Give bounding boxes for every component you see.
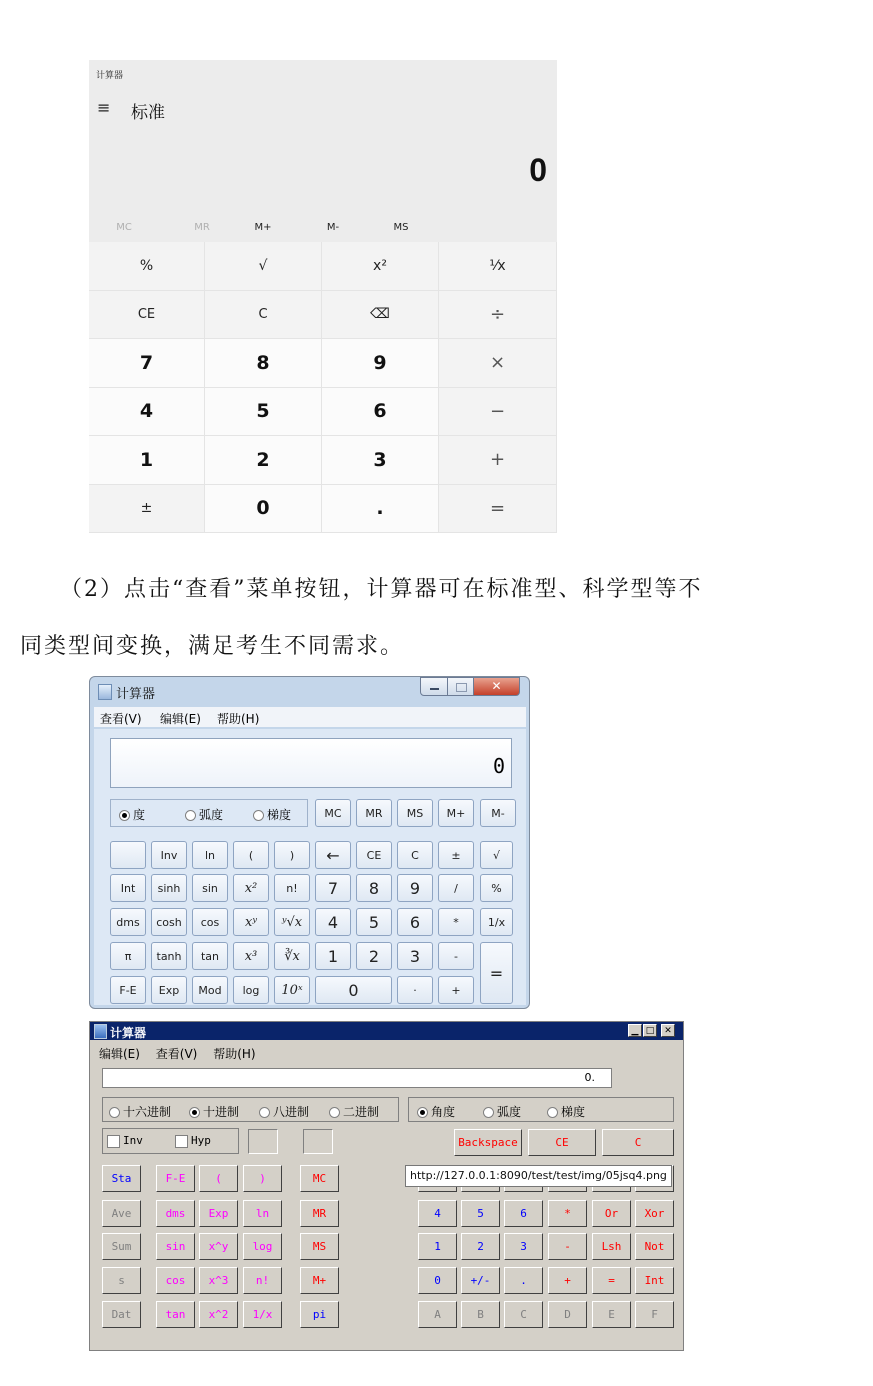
memory-mc-button[interactable]: MC (315, 799, 351, 827)
key-0-3[interactable]: ( (233, 841, 269, 869)
key-2-9[interactable]: 1/x (480, 908, 513, 936)
memory-key[interactable]: MC (300, 1165, 339, 1192)
stat-s-button[interactable]: s (102, 1267, 141, 1294)
blank-key[interactable] (110, 841, 146, 869)
key-4-3[interactable]: log (233, 976, 269, 1004)
numpad-key[interactable]: 1 (418, 1233, 457, 1260)
memory-mr-button[interactable]: MR (356, 799, 392, 827)
backspace-key[interactable]: ⌫ (322, 291, 439, 340)
m-plus-button[interactable]: M+ (254, 222, 272, 233)
close-icon: ✕ (491, 679, 502, 693)
minimize-icon (430, 688, 439, 690)
minimize-button[interactable] (628, 1024, 642, 1037)
function-key[interactable]: sin (156, 1233, 195, 1260)
key-1-8[interactable]: / (438, 874, 474, 902)
angle-gradian-radio[interactable]: 梯度 (547, 1103, 585, 1120)
mr-button[interactable]: MR (194, 222, 210, 233)
numpad-key[interactable]: B (461, 1301, 500, 1328)
negate-key[interactable]: ± (89, 485, 205, 534)
stat-sta-button[interactable]: Sta (102, 1165, 141, 1192)
numpad-key[interactable]: F (635, 1301, 674, 1328)
window-title: 计算器 (116, 687, 156, 702)
function-key[interactable]: dms (156, 1200, 195, 1227)
numpad-key[interactable]: * (548, 1200, 587, 1227)
key-1-0[interactable]: Int (110, 874, 146, 902)
minus-key[interactable]: − (439, 388, 557, 437)
sqrt-key[interactable]: √ (205, 242, 322, 291)
numpad-key[interactable]: D (548, 1301, 587, 1328)
key-2-0[interactable]: dms (110, 908, 146, 936)
hyp-checkbox[interactable]: Hyp (175, 1134, 211, 1148)
angle-radian-radio[interactable]: 弧度 (483, 1103, 521, 1120)
memory-key[interactable]: MR (300, 1200, 339, 1227)
key-3-3[interactable]: x³ (233, 942, 269, 970)
classic-calculator (89, 1021, 684, 1351)
function-key[interactable]: log (243, 1233, 282, 1260)
digit-1-key[interactable]: 1 (89, 436, 205, 485)
equals-button[interactable]: = (480, 942, 513, 1004)
decimal-key[interactable]: . (322, 485, 439, 534)
numpad-key[interactable]: +/- (461, 1267, 500, 1294)
key-3-7[interactable]: 3 (397, 942, 433, 970)
multiply-key[interactable]: × (439, 339, 557, 388)
number-base-group (102, 1097, 399, 1122)
angle-degree-radio[interactable]: 度 (119, 806, 145, 823)
numpad-key[interactable]: . (504, 1267, 543, 1294)
percent-key[interactable]: % (89, 242, 205, 291)
radio-icon (483, 1107, 494, 1118)
key-1-7[interactable]: 9 (397, 874, 433, 902)
hamburger-menu-icon[interactable]: ≡ (97, 98, 111, 117)
numpad-key[interactable]: Lsh (592, 1233, 631, 1260)
radio-icon (259, 1107, 270, 1118)
memory-key[interactable]: pi (300, 1301, 339, 1328)
memory-key[interactable]: MS (300, 1233, 339, 1260)
menu-bar (94, 707, 526, 727)
function-key[interactable]: x^2 (199, 1301, 238, 1328)
mode-title: 标准 (131, 103, 165, 123)
digit-3-key[interactable]: 3 (322, 436, 439, 485)
minimize-button[interactable] (420, 677, 448, 696)
menu-view[interactable]: 查看(V) (155, 1047, 198, 1061)
key-0-1[interactable]: Inv (151, 841, 187, 869)
radio-icon (109, 1107, 120, 1118)
maximize-icon: □ (645, 1025, 655, 1036)
numpad-key[interactable]: 5 (461, 1200, 500, 1227)
plus-key[interactable]: + (439, 436, 557, 485)
result-display: 0 (529, 152, 547, 188)
clear-button[interactable]: C (602, 1129, 674, 1156)
key-2-2[interactable]: cos (192, 908, 228, 936)
key-3-0[interactable]: π (110, 942, 146, 970)
image-url-tooltip: http://127.0.0.1:8090/test/test/img/05jsq4.png (405, 1165, 672, 1187)
numpad-key[interactable]: 0 (418, 1267, 457, 1294)
key-4-1[interactable]: Exp (151, 976, 187, 1004)
radio-selected-icon (417, 1107, 428, 1118)
modifier-group (102, 1128, 239, 1154)
base-hex-radio[interactable]: 十六进制 (109, 1103, 171, 1120)
numpad-key[interactable]: E (592, 1301, 631, 1328)
key-4-2[interactable]: Mod (192, 976, 228, 1004)
paragraph-line-1: （2）点击“查看”菜单按钮，计算器可在标准型、科学型等不 (60, 577, 703, 602)
key-4-7[interactable]: · (397, 976, 433, 1004)
function-key[interactable]: 1/x (243, 1301, 282, 1328)
key-2-5[interactable]: 4 (315, 908, 351, 936)
window-title: 计算器 (110, 1026, 147, 1040)
title-bar (90, 1022, 683, 1040)
angle-radian-radio[interactable]: 弧度 (185, 806, 223, 823)
stat-dat-button[interactable]: Dat (102, 1301, 141, 1328)
key-3-6[interactable]: 2 (356, 942, 392, 970)
numpad-key[interactable]: A (418, 1301, 457, 1328)
m-minus-button[interactable]: M- (326, 222, 340, 233)
maximize-button[interactable] (447, 677, 474, 696)
angle-unit-group (110, 799, 308, 827)
function-key[interactable]: tan (156, 1301, 195, 1328)
numpad-key[interactable]: 3 (504, 1233, 543, 1260)
calculator-body (94, 729, 526, 1005)
key-4-0[interactable]: F-E (110, 976, 146, 1004)
base-bin-radio[interactable]: 二进制 (329, 1103, 379, 1120)
display-field (102, 1068, 612, 1088)
function-key[interactable]: cos (156, 1267, 195, 1294)
minimize-icon: ▁ (631, 1025, 639, 1036)
key-1-2[interactable]: sin (192, 874, 228, 902)
c-key[interactable]: C (205, 291, 322, 340)
numpad-key[interactable]: Not (635, 1233, 674, 1260)
key-0-4[interactable]: ) (274, 841, 310, 869)
close-button[interactable] (473, 677, 520, 696)
numpad-key[interactable]: - (548, 1233, 587, 1260)
menu-edit[interactable]: 编辑(E) (99, 1047, 140, 1061)
digit-5-key[interactable]: 5 (205, 388, 322, 437)
square-key[interactable]: x² (322, 242, 439, 291)
digit-4-key[interactable]: 4 (89, 388, 205, 437)
paren-indicator-box (303, 1129, 333, 1154)
divide-key[interactable]: ÷ (439, 291, 557, 340)
ce-button[interactable]: CE (528, 1129, 596, 1156)
memory-indicator-box (248, 1129, 278, 1154)
close-icon: ✕ (664, 1025, 672, 1036)
menu-view[interactable]: 查看(V) (100, 712, 142, 726)
digit-6-key[interactable]: 6 (322, 388, 439, 437)
digit-8-key[interactable]: 8 (205, 339, 322, 388)
radio-icon (185, 810, 196, 821)
angle-unit-group (408, 1097, 674, 1122)
key-1-9[interactable]: % (480, 874, 513, 902)
base-oct-radio[interactable]: 八进制 (259, 1103, 309, 1120)
key-0-2[interactable]: ln (192, 841, 228, 869)
checkbox-icon (107, 1135, 120, 1148)
backspace-button[interactable]: Backspace (454, 1129, 522, 1156)
numpad-key[interactable]: C (504, 1301, 543, 1328)
mc-button[interactable]: MC (116, 222, 132, 233)
memory-ms-button[interactable]: MS (397, 799, 433, 827)
numpad-key[interactable]: 2 (461, 1233, 500, 1260)
digit-2-key[interactable]: 2 (205, 436, 322, 485)
radio-icon (253, 810, 264, 821)
function-key[interactable]: Exp (199, 1200, 238, 1227)
key-1-6[interactable]: 8 (356, 874, 392, 902)
win7-calculator (89, 676, 530, 1009)
key-0-9[interactable]: √ (480, 841, 513, 869)
menu-help[interactable]: 帮助(H) (217, 712, 260, 726)
numpad-key[interactable]: + (548, 1267, 587, 1294)
win10-calculator (89, 60, 557, 533)
digit-9-key[interactable]: 9 (322, 339, 439, 388)
key-0-5[interactable]: ← (315, 841, 351, 869)
key-0-8[interactable]: ± (438, 841, 474, 869)
key-3-4[interactable]: ∛x (274, 942, 310, 970)
maximize-button[interactable] (643, 1024, 657, 1037)
memory-key[interactable]: M+ (300, 1267, 339, 1294)
ms-button[interactable]: MS (393, 222, 409, 233)
numpad-key[interactable]: 6 (504, 1200, 543, 1227)
numpad-key[interactable]: 4 (418, 1200, 457, 1227)
maximize-icon (456, 683, 467, 692)
key-2-3[interactable]: xʸ (233, 908, 269, 936)
numpad-key[interactable]: Int (635, 1267, 674, 1294)
key-3-5[interactable]: 1 (315, 942, 351, 970)
checkbox-icon (175, 1135, 188, 1148)
display-value: 0. (584, 1071, 595, 1084)
calculator-app-icon (94, 1024, 107, 1039)
digit-0-key[interactable]: 0 (205, 485, 322, 534)
key-3-2[interactable]: tan (192, 942, 228, 970)
key-1-3[interactable]: x² (233, 874, 269, 902)
key-1-4[interactable]: n! (274, 874, 310, 902)
function-key[interactable]: ln (243, 1200, 282, 1227)
key-3-1[interactable]: tanh (151, 942, 187, 970)
radio-icon (329, 1107, 340, 1118)
function-key[interactable]: ) (243, 1165, 282, 1192)
stat-sum-button[interactable]: Sum (102, 1233, 141, 1260)
close-button[interactable] (661, 1024, 675, 1037)
keypad (89, 242, 557, 533)
memory-mminus-button[interactable]: M- (480, 799, 516, 827)
paragraph-line-2: 同类型间变换，满足考生不同需求。 (20, 634, 405, 659)
key-0-7[interactable]: C (397, 841, 433, 869)
stat-ave-button[interactable]: Ave (102, 1200, 141, 1227)
reciprocal-key[interactable]: ¹⁄x (439, 242, 557, 291)
menu-bar (99, 1045, 268, 1062)
key-4-8[interactable]: + (438, 976, 474, 1004)
numpad-key[interactable]: = (592, 1267, 631, 1294)
key-2-1[interactable]: cosh (151, 908, 187, 936)
key-2-6[interactable]: 5 (356, 908, 392, 936)
digit-0-button[interactable]: 0 (315, 976, 392, 1004)
key-1-5[interactable]: 7 (315, 874, 351, 902)
radio-selected-icon (189, 1107, 200, 1118)
function-key[interactable]: x^y (199, 1233, 238, 1260)
function-key[interactable]: F-E (156, 1165, 195, 1192)
radio-icon (547, 1107, 558, 1118)
function-key[interactable]: x^3 (199, 1267, 238, 1294)
numpad-key[interactable]: Xor (635, 1200, 674, 1227)
base-dec-radio[interactable]: 十进制 (189, 1103, 239, 1120)
equals-key[interactable]: = (439, 485, 557, 534)
window-title: 计算器 (96, 71, 124, 81)
function-key[interactable]: n! (243, 1267, 282, 1294)
function-key[interactable]: ( (199, 1165, 238, 1192)
inv-checkbox[interactable]: Inv (107, 1134, 143, 1148)
display-panel (110, 738, 512, 788)
angle-gradian-radio[interactable]: 梯度 (253, 806, 291, 823)
key-4-4[interactable]: 10ˣ (274, 976, 310, 1004)
key-3-8[interactable]: - (438, 942, 474, 970)
key-2-8[interactable]: * (438, 908, 474, 936)
angle-degree-radio[interactable]: 角度 (417, 1103, 455, 1120)
key-2-4[interactable]: ʸ√x (274, 908, 310, 936)
numpad-key[interactable]: Or (592, 1200, 631, 1227)
key-0-6[interactable]: CE (356, 841, 392, 869)
ce-key[interactable]: CE (89, 291, 205, 340)
menu-edit[interactable]: 编辑(E) (160, 712, 201, 726)
calculator-app-icon (98, 684, 112, 700)
digit-7-key[interactable]: 7 (89, 339, 205, 388)
menu-help[interactable]: 帮助(H) (213, 1047, 256, 1061)
memory-mplus-button[interactable]: M+ (438, 799, 474, 827)
key-2-7[interactable]: 6 (397, 908, 433, 936)
radio-selected-icon (119, 810, 130, 821)
display-value: 0 (492, 754, 505, 778)
key-1-1[interactable]: sinh (151, 874, 187, 902)
